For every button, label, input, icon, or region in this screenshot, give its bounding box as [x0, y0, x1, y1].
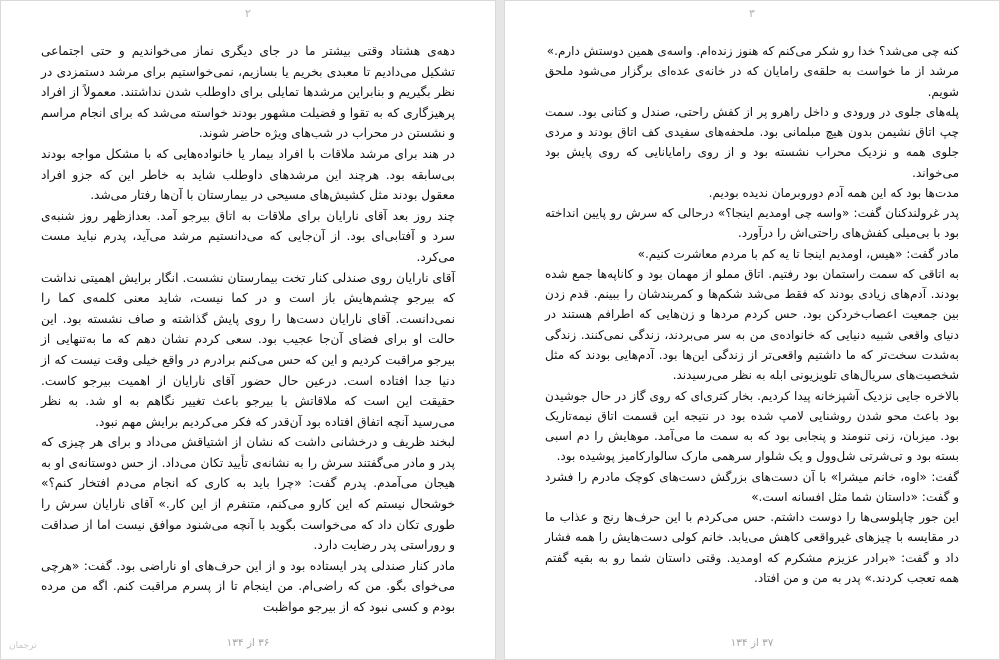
page-gutter — [496, 0, 504, 660]
edge-watermark: ترجمان — [9, 641, 37, 651]
left-page — [0, 0, 496, 660]
paragraph: به اتاقی که سمت راستمان بود رفتیم. اتاق مملو از مهمان بود و کاناپه‌ها جمع شده بودند. آدم‌های زیادی بودند که فقط می‌شد شکم‌ها و کمربندشان را ببینم. قدم زدن بین جمعیت اعصاب‌خردکن بود. حس کردم مردها و زن‌هایی که اطرافم هستند در دنیای واقعی شبیه دنیایی که خانواده‌ی من به سر می‌بردند، زندگی نمی‌کنند. زندگی به‌شدت سخت‌تر که ما داشتیم واقعی‌تر از زندگی این‌ها بود. آدم‌هایی بودند که مثل شخصیت‌های سریال‌های تلویزیونی ابله به نظر می‌رسیدند. — [545, 266, 959, 383]
paragraph: بالاخره جایی نزدیک آشپزخانه پیدا کردیم. بخار کتری‌ای که روی گاز در حال جوشیدن بود باعث محو شدن روشنایی لامپ شده بود در نتیجه این قسمت اتاق نیمه‌تاریک بود. میزبان، زنی تنومند و پنجابی بود که به سمت ما می‌آمد. موهایش را دم اسبی بسته بود و تی‌شرتی شل‌وول و یک شلوار سرهمی مارک سالوار‌کامیز پوشیده بود. — [545, 388, 959, 464]
paragraph: دهه‌ی هشتاد وقتی بیشتر ما در جای دیگری نماز می‌خواندیم و حتی اجتماعی تشکیل می‌دادیم تا معبدی بخریم یا بسازیم، نمی‌خواستیم برای مرشد دستمزدی در نظر بگیریم و بنابراین مرشدها تمایلی برای داوطلب شدن نداشتند. معمولاً از افراد پرهیزگاری که به تقوا و فضیلت مشهور بودند خواسته می‌شد که برای انجام مراسم و نشستن در محراب در شب‌های ویژه حاضر شوند. — [41, 44, 455, 141]
page-header-number: ۳ — [749, 7, 755, 20]
paragraph: آقای نارایان روی صندلی کنار تخت بیمارستان نشست. انگار برایش اهمیتی نداشت که بیرجو چشم‌هایش باز است و در کما نیست، شاید معنی کلمه‌ی کما را نمی‌دانست. آقای نارایان دست‌ها را روی پایش گذاشته و صاف نشسته بود. این حالت او برای فضای آن‌جا عجیب بود. سعی کردم نشان دهم که ما به‌تنهایی از بیرجو مراقبت کردیم و این که حس می‌کنم برادرم در واقع خیلی وقت نیست که از دنیا جدا افتاده است. درعین حال حضور آقای نارایان از اهمیت بیرجو کاست. حقیقت این است که ملاقاتش با بیرجو باعث تغییر نگاهم به او شد. به نظر می‌رسید آنچه اتفاق افتاده بود آن‌قدر که فکر می‌کردیم برایش مهم نبود. — [41, 270, 455, 429]
paragraph: مرشد از ما خواست به حلقه‌ی رامایان که در خانه‌ی عده‌ای برگزار می‌شود ملحق شویم. — [545, 64, 959, 99]
paragraph: مدت‌ها بود که این همه آدم دوروبرمان ندیده بودیم. — [708, 185, 959, 200]
paragraph: پدر غرولندکنان گفت: «واسه چی اومدیم اینجا؟» درحالی که سرش رو پایین انداخته بود با بی‌میلی کفش‌های راحتی‌اش را درآورد. — [545, 206, 959, 241]
page-footer: ۳۶ از ۱۳۴ — [226, 637, 270, 649]
paragraph: این جور چاپلوسی‌ها را دوست داشتم. حس می‌کردم با این حرف‌ها رنج و عذاب ما در مقایسه با چیزهای غیرواقعی کاهش می‌یابد. خانم کولی دست‌هایش را همه فشار داد و گفت: «برادر عزیزم مشکرم که اومدید. وقتی داستان شما رو به بقیه گفتم همه تعجب کردند.» پدر به من و من افتاد. — [545, 510, 959, 585]
paragraph: پله‌های جلوی در ورودی و داخل راهرو پر از کفش راحتی، صندل و کتانی بود. سمت چپ اتاق نشیمن بدون هیچ مبلمانی بود. ملحفه‌های سفیدی کف اتاق بودند و مردی جلوی همه و نزدیک محراب نشسته بود و از روی رامایانایی که روی پایش بود می‌خواند. — [545, 104, 959, 180]
page-header-number: ۲ — [245, 7, 251, 20]
paragraph: گفت: «اوه، خانم میشرا» با آن دست‌های بزرگش دست‌های کوچک مادرم را فشرد و گفت: «داستان شما مثل افسانه است.» — [545, 469, 959, 504]
paragraph: مادر گفت: «هیس، اومدیم اینجا تا یه کم با مردم معاشرت کنیم.» — [637, 246, 959, 261]
right-page — [504, 0, 1000, 660]
paragraph: چند روز بعد آقای نارایان برای ملاقات به اتاق بیرجو آمد. بعدازظهر روز شنبه‌ی سرد و آفتابی‌ای بود. از آن‌جایی که می‌دانستیم مرشد می‌آید، پدرم نباید مست می‌کرد. — [41, 208, 455, 264]
right-page-body — [545, 41, 959, 588]
page-footer: ۳۷ از ۱۳۴ — [730, 637, 774, 649]
paragraph: در هند برای مرشد ملاقات با افراد بیمار یا خانواده‌هایی که با مشکل مواجه بودند بی‌سابقه بود. هرچند این مرشدهای داوطلب شاید به خاطر این که جزو افراد معقول بودند مثل کشیش‌های مسیحی در بیمارستان با آن‌ها رفتار می‌شد. — [41, 146, 455, 203]
paragraph: کنه چی می‌شد؟ خدا رو شکر می‌کنم که هنوز زنده‌ام. واسه‌ی همین دوستش دارم.» — [546, 44, 959, 58]
paragraph: لبخند ظریف و درخشانی داشت که نشان از اشتیاقش می‌داد و برای هر چیزی که پدر و مادر می‌گفتند سرش را به نشانه‌ی تأیید تکان می‌داد. از حس دوستانه‌ی او به هیجان می‌آمدم. پدرم گفت: «چرا باید به کاری که انجام می‌دم افتخار کنم؟» خوشحال نیستم که این کارو می‌کنم، متنفرم از این کار.» آقای نارایان سرش را طوری تکان داد که می‌خواست بگوید با آنچه می‌شنود موافق نیست اما از صداقت و روراستی پدر رضایت دارد. — [41, 435, 455, 553]
paragraph: مادر کنار صندلی پدر ایستاده بود و از این حرف‌های او ناراضی بود. گفت: «هرچی می‌خوای بگو. من که راضی‌ام. من اینجام تا از پسرم مراقبت کنم. اگه من مرده بودم و کسی نبود که از بیرجو مواظبت — [41, 558, 455, 615]
left-page-body — [41, 41, 455, 618]
